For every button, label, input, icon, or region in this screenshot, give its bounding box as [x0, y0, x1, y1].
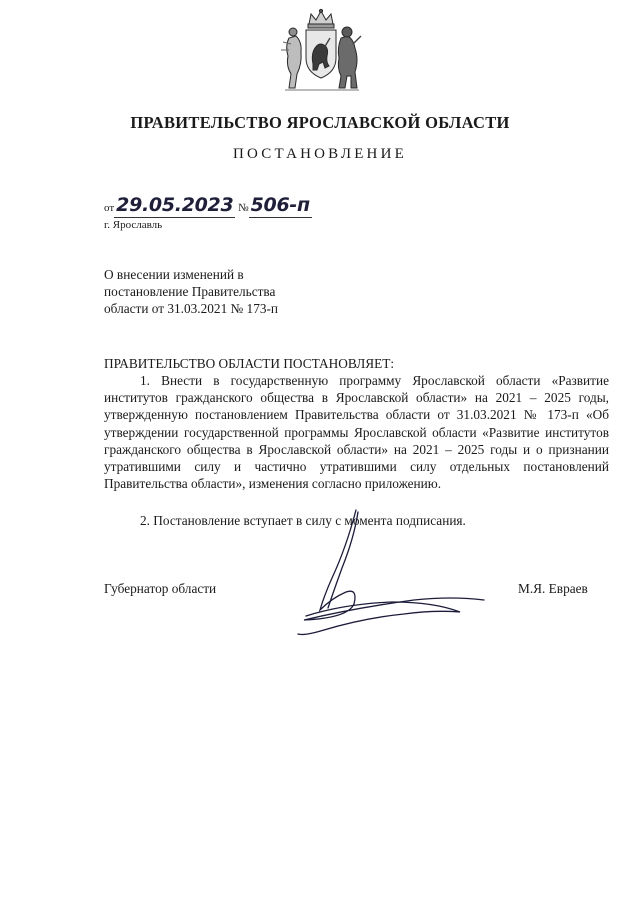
number-field	[249, 196, 312, 218]
number-prefix: №	[238, 202, 249, 214]
document-type: ПОСТАНОВЛЕНИЕ	[233, 146, 407, 162]
date-number-line	[104, 196, 312, 218]
document-subject	[104, 266, 278, 317]
document-number: 506-п	[250, 194, 310, 216]
from-prefix: от	[104, 202, 115, 214]
signature-icon	[284, 508, 494, 643]
city: г. Ярославль	[104, 219, 163, 231]
paragraph-2: 2. Постановление вступает в силу с момента подписания.	[140, 513, 466, 528]
date-field	[114, 196, 235, 218]
subject-line: О внесении изменений в	[104, 267, 244, 282]
government-title: ПРАВИТЕЛЬСТВО ЯРОСЛАВСКОЙ ОБЛАСТИ	[130, 113, 510, 132]
signer-name: М.Я. Евраев	[518, 581, 588, 596]
subject-line: постановление Правительства	[104, 284, 276, 299]
subject-line: области от 31.03.2021 № 173-п	[104, 301, 279, 316]
coat-of-arms-icon	[275, 8, 367, 96]
decree-heading: ПРАВИТЕЛЬСТВО ОБЛАСТИ ПОСТАНОВЛЯЕТ:	[104, 356, 395, 371]
paragraph-1: 1. Внести в государственную программу Ярославской области «Развитие институтов гражданского общества в Ярославской области» на 2021 – 2025 годы, утвержденную постановлением Правительства области от 31.03.2021 № 173-п «Об утверждении государственной программы Ярославской области «Развитие институтов гражданского общества в Ярославской области» на 2021 – 2025 годы и о признании утратившими силу и частично утратившими силу отдельных постановлений Правительства области», изменения согласно приложению.	[104, 373, 609, 492]
document-date: 29.05.2023	[116, 194, 234, 216]
signer-position: Губернатор области	[104, 581, 217, 596]
